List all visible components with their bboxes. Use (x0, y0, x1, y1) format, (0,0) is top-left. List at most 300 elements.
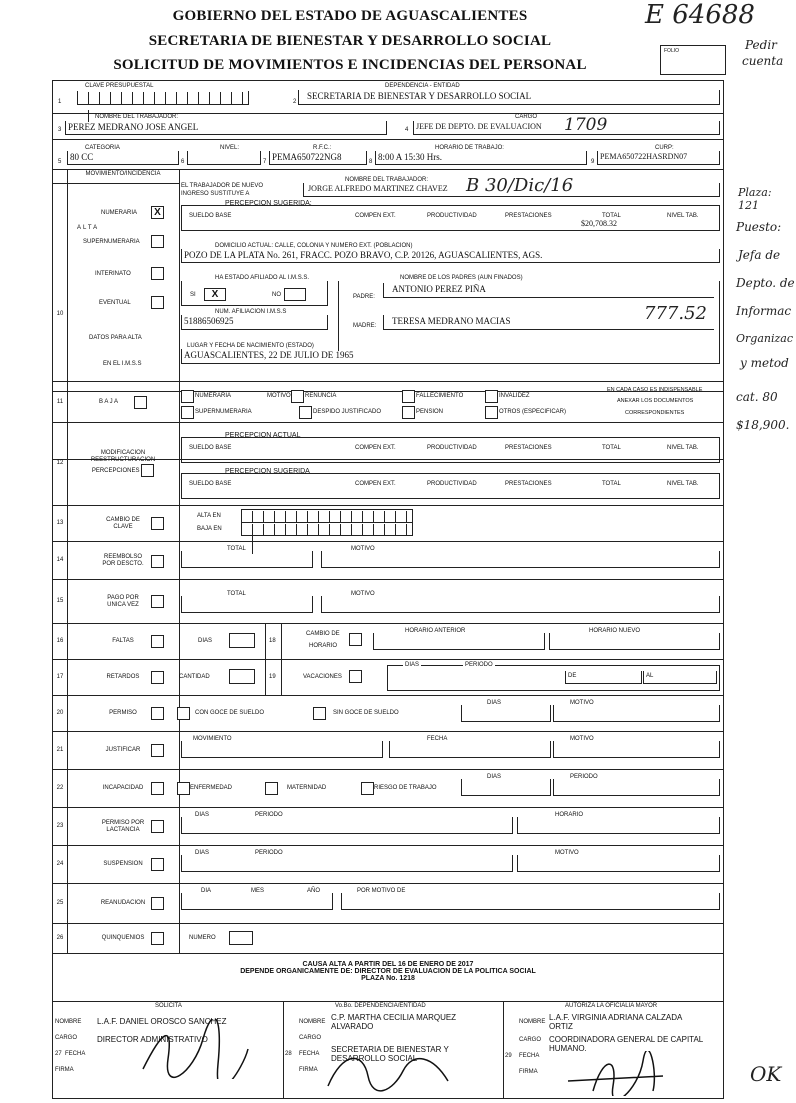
nombre-value: PEREZ MEDRANO JOSE ANGEL (68, 122, 199, 132)
reembolso-motivo-field[interactable] (321, 551, 720, 568)
nivel-tab-label: NIVEL TAB. (667, 481, 699, 487)
faltas-label: FALTAS (112, 638, 134, 644)
suspension-motivo-label: MOTIVO (555, 850, 579, 856)
incapacidad-checkbox[interactable] (151, 782, 164, 795)
signature-vobo (323, 1046, 453, 1096)
row-number: 13 (53, 505, 68, 541)
row-number: 27 (55, 1051, 62, 1057)
reanudacion-ano-label: AÑO (307, 888, 321, 894)
sueldo-base-label: SUELDO BASE (189, 445, 232, 451)
reanudacion-fecha-field[interactable] (181, 893, 333, 910)
reanudacion-motivo-field[interactable] (341, 893, 720, 910)
invalidez-label: INVALIDEZ (499, 393, 530, 399)
margin-note: Jefa de (738, 248, 781, 262)
row-number: 15 (53, 579, 68, 623)
horario-nuevo-field[interactable] (549, 633, 720, 650)
baja-supernumeraria-checkbox[interactable] (181, 406, 194, 419)
fecha-label: FECHA (519, 1053, 540, 1059)
signature-autoriza (563, 1051, 673, 1096)
con-goce-label: CON GOCE DE SUELDO (195, 710, 265, 716)
periodo-al-field[interactable] (643, 671, 717, 684)
row-modificacion (53, 421, 723, 506)
sustituye-handwritten: B 30/Dic/16 (466, 175, 574, 196)
enfermedad-label: ENFERMEDAD (190, 785, 233, 791)
firma-autoriza (503, 1001, 723, 1098)
suspension-checkbox[interactable] (151, 858, 164, 871)
autoriza-nombre: L.A.F. VIRGINIA ADRIANA CALZADA ORTIZ (549, 1013, 682, 1031)
row-permiso (53, 695, 723, 732)
row-number: 3 (58, 127, 62, 133)
row-suspension (53, 845, 723, 884)
nombre-trabajador-label: NOMBRE DEL TRABAJADOR: (345, 177, 429, 183)
folio-label: FOLIO (664, 48, 680, 54)
pago-motivo-field[interactable] (321, 596, 720, 613)
interinato-checkbox[interactable] (151, 267, 164, 280)
invalidez-checkbox[interactable] (485, 390, 498, 403)
reestructuracion-label: REESTRUCTURACION (90, 456, 156, 463)
cargo-label: CARGO (299, 1035, 322, 1041)
si-label: SI (190, 292, 196, 298)
row-pago-unica (53, 579, 723, 624)
reanudacion-label: REANUDACION (100, 900, 146, 906)
firma-label: FIRMA (299, 1067, 318, 1073)
permiso-motivo-label: MOTIVO (570, 700, 594, 706)
margin-note: Informac (736, 304, 792, 318)
baja-supernumeraria-label: SUPERNUMERARIA (195, 409, 252, 415)
percepcion-sugerida-label: PERCEPCION SUGERIDA: (225, 200, 312, 207)
nombre-field[interactable] (65, 121, 387, 135)
riesgo-checkbox[interactable] (361, 782, 374, 795)
si-checkbox[interactable]: X (204, 288, 226, 301)
row-number: 5 (58, 159, 62, 165)
vobo-cargo: SECRETARIA DE BIENESTAR Y DESARROLLO SOCIAL (331, 1045, 449, 1063)
permiso-checkbox[interactable] (151, 707, 164, 720)
sustituye-value: JORGE ALFREDO MARTINEZ CHAVEZ (308, 184, 448, 193)
row-number: 10 (53, 169, 68, 459)
pago-unica-checkbox[interactable] (151, 595, 164, 608)
baja-en-label: BAJA EN (197, 526, 222, 532)
faltas-dias-field[interactable] (229, 633, 255, 648)
row-number: 28 (285, 1051, 292, 1057)
lactancia-horario-label: HORARIO (555, 812, 584, 818)
afiliacion-label: NUM. AFILIACION I.M.S.S (215, 309, 287, 315)
modificacion-checkbox[interactable] (141, 464, 154, 477)
curp-label: CURP: (655, 145, 674, 151)
incapacidad-dias-label: DIAS (487, 774, 502, 780)
reanudacion-mes-label: MES (251, 888, 265, 894)
eventual-checkbox[interactable] (151, 296, 164, 309)
row-number: 1 (58, 99, 62, 105)
afiliacion-field[interactable] (181, 315, 328, 330)
row-incapacidad (53, 769, 723, 808)
fallecimiento-checkbox[interactable] (402, 390, 415, 403)
row-number: 25 (53, 883, 68, 923)
vobo-label: Vo.Bo. DEPENDENCIA/ENTIDAD (335, 1003, 426, 1009)
row-number: 7 (263, 159, 267, 165)
lactancia-horario-field[interactable] (517, 817, 720, 834)
causa-section (53, 953, 723, 1002)
firma-label: FIRMA (519, 1069, 538, 1075)
pago-total-field[interactable] (181, 596, 313, 613)
solicita-label: SOLICITA (155, 1003, 182, 1009)
numeraria-label: NUMERARIA (101, 210, 138, 216)
autoriza-cargo: COORDINADORA GENERAL DE CAPITAL HUMANO. (549, 1035, 703, 1053)
quinquenios-checkbox[interactable] (151, 932, 164, 945)
baja-nota-2: ANEXAR LOS DOCUMENTOS (617, 398, 694, 404)
numeraria-checkbox[interactable]: X (151, 206, 164, 219)
cambio-horario-checkbox[interactable] (349, 633, 362, 646)
baja-label: B A J A (98, 399, 118, 405)
reanudacion-checkbox[interactable] (151, 897, 164, 910)
horario-anterior-label: HORARIO ANTERIOR (405, 628, 466, 634)
movimiento-label: MOVIMIENTO/INCIDENCIA (85, 171, 161, 177)
percepcion-sugerida-label: PERCEPCION SUGERIDA (225, 468, 310, 475)
reembolso-total-field[interactable] (181, 551, 313, 568)
despido-label: DESPIDO JUSTIFICADO (313, 409, 382, 415)
row-lactancia (53, 807, 723, 846)
row-baja (53, 381, 723, 423)
firma-vobo (283, 1001, 504, 1098)
sueldo-base-label: SUELDO BASE (189, 481, 232, 487)
row-cambio-clave (53, 505, 723, 542)
unica-vez-label: UNICA VEZ (107, 601, 139, 608)
vacaciones-dias-label: DIAS (405, 662, 420, 668)
madre-field[interactable] (383, 303, 714, 330)
margin-note: Organizac (736, 332, 793, 345)
dependencia-value: SECRETARIA DE BIENESTAR Y DESARROLLO SOCIAL (307, 91, 532, 101)
cambio-clave-checkbox[interactable] (151, 517, 164, 530)
row-number: 22 (53, 769, 68, 807)
cantidad-label: CANTIDAD (179, 674, 210, 680)
row-number: 17 (53, 659, 68, 695)
nacimiento-label: LUGAR Y FECHA DE NACIMIENTO (ESTADO) (187, 343, 314, 349)
nuevo-ingreso-label: EL TRABAJADOR DE NUEVO INGRESO SUSTITUYE A (181, 183, 264, 197)
reembolso-motivo-label: MOTIVO (351, 546, 375, 552)
clave-label: CLAVE PRESUPUESTAL (85, 83, 154, 89)
incapacidad-label: INCAPACIDAD (102, 785, 144, 791)
row-retardos (53, 659, 723, 696)
margin-note: Puesto: (736, 220, 782, 234)
suspension-label: SUSPENSION (103, 861, 143, 867)
autoriza-label: AUTORIZA LA OFICIALIA MAYOR (565, 1003, 658, 1009)
header-line-1: GOBIERNO DEL ESTADO DE AGUASCALIENTES (172, 8, 528, 24)
permiso-dias-label: DIAS (487, 700, 502, 706)
justificar-checkbox[interactable] (151, 744, 164, 757)
lactancia-checkbox[interactable] (151, 820, 164, 833)
riesgo-label: RIESGO DE TRABAJO (374, 785, 437, 791)
de-label: DE (568, 673, 577, 679)
compen-ext-label: COMPEN EXT. (355, 213, 396, 219)
cambio-clave-label: CAMBIO DE (106, 516, 140, 523)
fecha-label: FECHA (299, 1051, 320, 1057)
vobo-nombre: C.P. MARTHA CECILIA MARQUEZ ALVARADO (331, 1013, 457, 1031)
margin-note: Plaza: 121 (738, 186, 772, 212)
margin-note: cat. 80 (736, 390, 778, 404)
vacaciones-label: VACACIONES (303, 674, 342, 680)
madre-value: TERESA MEDRANO MACIAS (392, 316, 511, 326)
margin-note: Pedir (745, 38, 777, 52)
compen-ext-label: COMPEN EXT. (355, 445, 396, 451)
madre-handwritten: 777.52 (644, 303, 707, 324)
supernumeraria-label: SUPERNUMERARIA (83, 239, 140, 245)
row-number: 24 (53, 845, 68, 883)
productividad-label: PRODUCTIVIDAD (427, 213, 477, 219)
signature-solicita (133, 1019, 253, 1079)
form-frame (52, 80, 724, 1099)
al-label: AL (646, 673, 654, 679)
cargo-handwritten: 1709 (564, 115, 608, 135)
horario-field[interactable] (375, 151, 587, 165)
alta-label: ALTA (77, 225, 100, 231)
prestaciones-label: PRESTACIONES (505, 213, 552, 219)
row-number: 16 (53, 623, 68, 659)
categoria-label: CATEGORIA (85, 145, 120, 151)
padre-value: ANTONIO PEREZ PIÑA (392, 284, 486, 294)
dependencia-field[interactable] (298, 90, 720, 105)
total-label: TOTAL (602, 213, 621, 219)
retardos-label: RETARDOS (106, 674, 140, 680)
incapacidad-periodo-field[interactable] (553, 779, 720, 796)
baja-numeraria-checkbox[interactable] (181, 390, 194, 403)
curp-field[interactable] (597, 151, 720, 165)
afiliacion-value: 51886506925 (184, 316, 234, 326)
permiso-label: PERMISO (109, 710, 137, 716)
baja-label-cell (67, 382, 180, 422)
prestaciones-label: PRESTACIONES (505, 481, 552, 487)
numero-label: NUMERO (189, 935, 216, 941)
margin-note: OK (750, 1062, 782, 1086)
firmas-section (53, 1001, 723, 1098)
categoria-value: 80 CC (70, 152, 94, 162)
nivel-label: NIVEL: (220, 145, 240, 151)
permiso-motivo-field[interactable] (553, 705, 720, 722)
fecha-label: FECHA (65, 1051, 86, 1057)
quinquenios-label: QUINQUENIOS (101, 935, 145, 941)
suspension-periodo-label: PERIODO (255, 850, 283, 856)
cambio-horario-label: CAMBIO DE (306, 631, 340, 637)
row-number: 23 (53, 807, 68, 845)
madre-label: MADRE: (353, 323, 377, 329)
baja-en-grid[interactable] (241, 522, 413, 536)
pago-motivo-label: MOTIVO (351, 591, 375, 597)
periodo-de-field[interactable] (565, 671, 642, 684)
causa-line-3: PLAZA No. 1218 (361, 975, 415, 982)
baja-motivo-label: MOTIVO (267, 393, 291, 399)
retardos-checkbox[interactable] (151, 671, 164, 684)
nivel-tab-label: NIVEL TAB. (667, 445, 699, 451)
row-reembolso (53, 541, 723, 580)
row-number: 9 (591, 159, 595, 165)
domicilio-value: POZO DE LA PLATA No. 261, FRACC. POZO BRAVO, C.P. 20126, AGUASCALIENTES, AGS. (184, 250, 543, 260)
cantidad-field[interactable] (229, 669, 255, 684)
justificar-fecha-label: FECHA (427, 736, 448, 742)
pago-total-label: TOTAL (227, 591, 246, 597)
row-number: 18 (269, 638, 276, 644)
domicilio-label: DOMICILIO ACTUAL: CALLE, COLONIA Y NUMERO EXT. (POBLACION) (215, 243, 413, 249)
form-title: SOLICITUD DE MOVIMIENTOS E INCIDENCIAS DEL PERSONAL (113, 57, 587, 73)
firma-solicita (53, 1001, 284, 1098)
justificar-motivo-field[interactable] (553, 741, 720, 758)
curp-value: PEMA650722HASRDN07 (600, 152, 688, 161)
row-number: 29 (505, 1053, 512, 1059)
por-descto-label: POR DESCTO. (102, 560, 144, 567)
renuncia-label: RENUNCIA (305, 393, 337, 399)
row-number: 26 (53, 923, 68, 953)
handwritten-folio: E 64688 (645, 0, 755, 30)
enfermedad-checkbox[interactable] (177, 782, 190, 795)
folio-box (660, 45, 726, 75)
justificar-fecha-field[interactable] (389, 741, 551, 758)
margin-note: cuenta (742, 54, 784, 68)
productividad-label: PRODUCTIVIDAD (427, 481, 477, 487)
justificar-movimiento-label: MOVIMIENTO (193, 736, 232, 742)
row-number: 19 (269, 674, 276, 680)
horario-anterior-field[interactable] (373, 633, 545, 650)
rfc-label: R.F.C.: (313, 145, 332, 151)
lactancia-periodo-label: PERIODO (255, 812, 283, 818)
modificacion-label: MODIFICACION (100, 449, 146, 456)
incapacidad-periodo-label: PERIODO (570, 774, 598, 780)
row-number: 20 (53, 695, 68, 731)
nacimiento-field[interactable] (181, 349, 720, 364)
nombre-label: NOMBRE DEL TRABAJADOR: (95, 114, 179, 120)
suspension-periodo-field[interactable] (181, 855, 513, 872)
firma-label: FIRMA (55, 1067, 74, 1073)
sin-goce-label: SIN GOCE DE SUELDO (333, 710, 399, 716)
faltas-checkbox[interactable] (151, 635, 164, 648)
con-goce-checkbox[interactable] (177, 707, 190, 720)
padre-label: PADRE: (353, 294, 375, 300)
supernumeraria-checkbox[interactable] (151, 235, 164, 248)
lactancia-label: LACTANCIA (106, 826, 140, 833)
nombre-label: NOMBRE (55, 1019, 82, 1025)
afiliado-label: HA ESTADO AFILIADO AL I.M.S.S. (215, 275, 310, 281)
total-label: TOTAL (602, 481, 621, 487)
solicita-cargo: DIRECTOR ADMINISTRATIVO (97, 1035, 208, 1044)
permiso-dias-field[interactable] (461, 705, 551, 722)
justificar-movimiento-field[interactable] (181, 741, 383, 758)
row-nombre (53, 113, 723, 140)
justificar-label: JUSTIFICAR (105, 747, 141, 753)
categoria-field[interactable] (67, 151, 179, 165)
padres-label: NOMBRE DE LOS PADRES (AUN FINADOS) (400, 275, 523, 281)
baja-checkbox[interactable] (134, 396, 147, 409)
maternidad-label: MATERNIDAD (287, 785, 327, 791)
row-justificar (53, 731, 723, 770)
nivel-field[interactable] (187, 151, 261, 165)
eventual-label: EVENTUAL (99, 300, 131, 306)
sueldo-base-label: SUELDO BASE (189, 213, 232, 219)
no-label: NO (272, 292, 281, 298)
maternidad-checkbox[interactable] (265, 782, 278, 795)
productividad-label: PRODUCTIVIDAD (427, 445, 477, 451)
nombre-label: NOMBRE (299, 1019, 326, 1025)
faltas-dias-label: DIAS (198, 638, 213, 644)
reanudacion-motivo-label: POR MOTIVO DE (357, 888, 406, 894)
cargo-label: CARGO (515, 114, 538, 120)
baja-nota-3: CORRESPONDIENTES (625, 410, 685, 416)
pension-checkbox[interactable] (402, 406, 415, 419)
row-number: 12 (53, 421, 68, 505)
reembolso-checkbox[interactable] (151, 555, 164, 568)
lactancia-dias-label: DIAS (195, 812, 210, 818)
row-number: 6 (181, 159, 185, 165)
vacaciones-periodo-label: PERIODO (465, 662, 493, 668)
cargo-value: JEFE DE DEPTO. DE EVALUACION (416, 122, 542, 131)
cargo-label: CARGO (55, 1035, 78, 1041)
otros-checkbox[interactable] (485, 406, 498, 419)
renuncia-checkbox[interactable] (291, 390, 304, 403)
alta-en-grid[interactable] (241, 509, 413, 523)
row-quinquenios (53, 923, 723, 954)
row-faltas (53, 623, 723, 660)
causa-line-2: DEPENDE ORGANICAMENTE DE: DIRECTOR DE EVALUACION DE LA POLITICA SOCIAL (240, 968, 536, 975)
reembolso-label: REEMBOLSO (103, 553, 142, 560)
margin-note: $18,900. (736, 418, 790, 432)
numero-field[interactable] (229, 931, 253, 945)
no-checkbox[interactable] (284, 288, 306, 301)
causa-line-1: CAUSA ALTA A PARTIR DEL 16 DE ENERO DE 2017 (302, 961, 474, 968)
cargo-label: CARGO (519, 1037, 542, 1043)
incapacidad-dias-field[interactable] (461, 779, 551, 796)
baja-nota-1: EN CADA CASO ES INDISPENSABLE (607, 387, 703, 393)
sin-goce-checkbox[interactable] (313, 707, 326, 720)
padre-field[interactable] (383, 283, 714, 298)
header-line-2: SECRETARIA DE BIENESTAR Y DESARROLLO SOCIAL (148, 33, 552, 49)
total-value: $20,708.32 (581, 219, 617, 228)
dependencia-label: DEPENDENCIA - ENTIDAD (385, 83, 460, 89)
row-number: 21 (53, 731, 68, 769)
modificacion-label-cell (67, 421, 180, 505)
horario-nuevo-label: HORARIO NUEVO (589, 628, 641, 634)
row-number: 14 (53, 541, 68, 579)
lactancia-periodo-field[interactable] (181, 817, 513, 834)
rfc-field[interactable] (269, 151, 367, 165)
margin-note: Depto. de (736, 276, 795, 290)
percepciones-label: PERCEPCIONES (92, 464, 154, 477)
nacimiento-value: AGUASCALIENTES, 22 DE JULIO DE 1965 (184, 350, 354, 360)
total-label: TOTAL (602, 445, 621, 451)
nivel-tab-label: NIVEL TAB. (667, 213, 699, 219)
suspension-dias-label: DIAS (195, 850, 210, 856)
permiso-por-label: PERMISO POR (101, 819, 145, 826)
despido-checkbox[interactable] (299, 406, 312, 419)
en-imss-label: EN EL I.M.S.S (103, 361, 142, 367)
otros-label: OTROS (ESPECIFICAR) (499, 409, 567, 415)
interinato-label: INTERINATO (95, 271, 131, 277)
datos-alta-label: DATOS PARA ALTA (89, 335, 142, 341)
row-reanudacion (53, 883, 723, 924)
percepcion-actual-label: PERCEPCION ACTUAL (225, 432, 301, 439)
compen-ext-label: COMPEN EXT. (355, 481, 396, 487)
suspension-motivo-field[interactable] (517, 855, 720, 872)
horario-label: HORARIO DE TRABAJO: (435, 145, 504, 151)
margin-note: y metod (740, 356, 789, 370)
reembolso-total-label: TOTAL (227, 546, 246, 552)
row-number: 2 (293, 99, 297, 105)
row-number: 8 (369, 159, 373, 165)
nombre-label: NOMBRE (519, 1019, 546, 1025)
alta-en-label: ALTA EN (197, 513, 221, 519)
clave-label-2: CLAVE (113, 523, 133, 530)
vacaciones-checkbox[interactable] (349, 670, 362, 683)
prestaciones-label: PRESTACIONES (505, 445, 552, 451)
horario-label-2: HORARIO (309, 643, 338, 649)
rfc-value: PEMA650722NG8 (272, 152, 342, 162)
clave-grid[interactable] (77, 91, 249, 105)
domicilio-field[interactable] (181, 249, 720, 263)
solicita-nombre: L.A.F. DANIEL OROSCO SANCHEZ (97, 1017, 227, 1026)
